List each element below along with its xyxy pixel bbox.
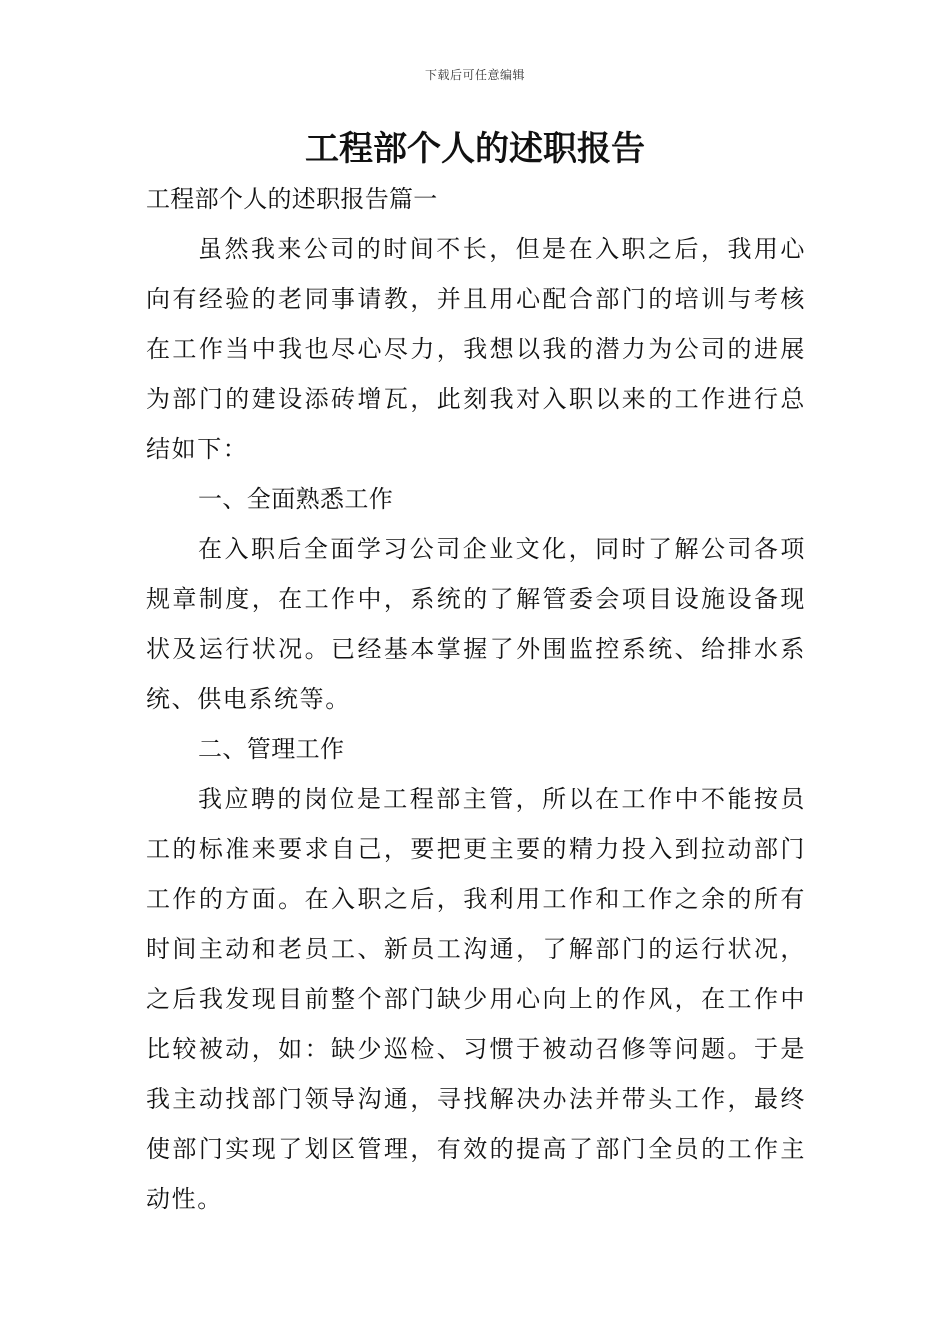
intro-paragraph: 虽然我来公司的时间不长，但是在入职之后，我用心向有经验的老同事请教，并且用心配合部门的培训与考核在工作当中我也尽心尽力，我想以我的潜力为公司的进展为部门的建设添砖增瓦，此刻我对入职以来的工作进行总结如下：: [146, 235, 806, 463]
document-body: [146, 174, 806, 1224]
section-2-paragraph: 我应聘的岗位是工程部主管，所以在工作中不能按员工的标准来要求自己，要把更主要的精力投入到拉动部门工作的方面。在入职之后，我利用工作和工作之余的所有时间主动和老员工、新员工沟通，了解部门的运行状况，之后我发现目前整个部门缺少用心向上的作风，在工作中比较被动，如：缺少巡检、习惯于被动召修等问题。于是我主动找部门领导沟通，寻找解决办法并带头工作，最终使部门实现了划区管理，有效的提高了部门全员的工作主动性。: [146, 785, 806, 1213]
section-1-paragraph: 在入职后全面学习公司企业文化，同时了解公司各项规章制度，在工作中，系统的了解管委会项目设施设备现状及运行状况。已经基本掌握了外围监控系统、给排水系统、供电系统等。: [146, 535, 806, 713]
section-2-heading: 二、管理工作: [198, 735, 345, 763]
document-title: 工程部个人的述职报告: [305, 129, 645, 169]
section-1-heading: 一、全面熟悉工作: [198, 485, 394, 513]
header-note: 下载后可任意编辑: [424, 68, 525, 82]
document-subtitle: 工程部个人的述职报告篇一: [146, 185, 438, 213]
